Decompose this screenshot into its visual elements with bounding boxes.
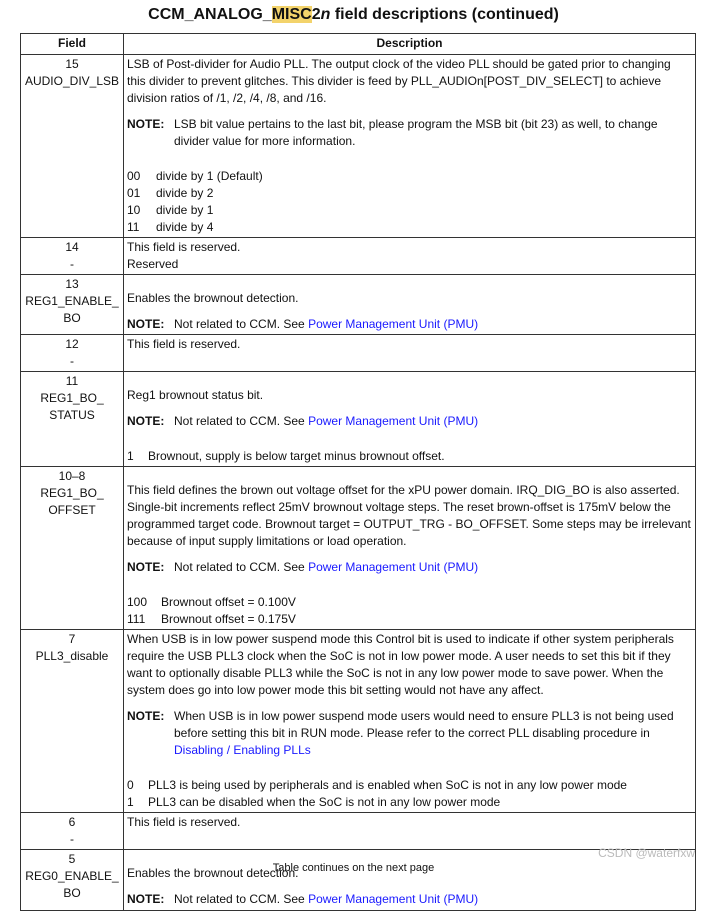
table-row [21,275,696,335]
description-cell: Reg1 brownout status bit. NOTE: Not related to CCM. See Power Management Unit (PMU) 1 Brownout, supply is below target minus brownout offset. [124,372,696,467]
description-cell: This field is reserved. [124,813,696,850]
table-row [21,813,696,850]
table-row [21,372,696,467]
table-title: CCM_ANALOG_MISC2n field descriptions (continued) [148,6,559,23]
description-cell: This field defines the brown out voltage offset for the xPU power domain. IRQ_DIG_BO is also asserted. Single-bit increments reflect 25mV brownout voltage steps. The reset brown-offset is 175mV below the programmed target code. Brownout target = OUTPUT_TRG - BO_OFFSET. Some steps may be irrelevant because of input supply limitations or load operation. NOTE: Not related to CCM. See Power Management Unit (PMU) 100 Brownout offset = 0.100V 111 Brownout offset = 0.175V [124,467,696,630]
watermark: CSDN @waterfxw [598,846,695,860]
description-cell: This field is reserved. [124,335,696,372]
field-cell: 15 AUDIO_DIV_LSB [21,55,124,238]
pmu-link[interactable]: Power Management Unit (PMU) [308,892,479,906]
description-cell: Enables the brownout detection. NOTE: Not related to CCM. See Power Management Unit (PMU) [124,275,696,335]
table-row [21,850,696,911]
pmu-link[interactable]: Power Management Unit (PMU) [308,317,479,331]
description-cell: LSB of Post-divider for Audio PLL. The output clock of the video PLL should be gated prior to changing this divider to prevent glitches. This divider is feed by PLL_AUDIOn[POST_DIV_SELECT] to achieve division ratios of /1, /2, /4, /8, and /16. NOTE: LSB bit value pertains to the last bit, please program the MSB bit (bit 23) as well, to change divider value for more information. 00 divide by 1 (Default) 01 divide by 2 10 divide by 1 11 divide by 4 [124,55,696,238]
field-cell: 12 - [21,335,124,372]
field-cell: 6 - [21,813,124,850]
disabling-plls-link[interactable]: Disabling / Enabling PLLs [174,743,311,757]
table-header [21,34,696,55]
field-cell: 11 REG1_BO_ STATUS [21,372,124,467]
field-cell: 10–8 REG1_BO_ OFFSET [21,467,124,630]
description-cell: When USB is in low power suspend mode this Control bit is used to indicate if other system peripherals require the USB PLL3 clock when the SoC is not in low power mode. A user needs to set this bit if they want to optionally disable PLL3 while the SoC is not in any low power mode to save power. When the system does go into low power mode this bit setting would not have any affect. NOTE: When USB is in low power suspend mode users would need to ensure PLL3 is not being used before setting this bit in RUN mode. Please refer to the correct PLL disabling procedure in Disabling / Enabling PLLs 0 PLL3 is being used by peripherals and is enabled when SoC is not in any low power mode 1 PLL3 can be disabled when the SoC is not in any low power mode [124,630,696,813]
pmu-link[interactable]: Power Management Unit (PMU) [308,560,479,574]
field-cell: 7 PLL3_disable [21,630,124,813]
field-cell: 13 REG1_ENABLE_ BO [21,275,124,335]
pmu-link[interactable]: Power Management Unit (PMU) [308,414,479,428]
table-row [21,335,696,372]
field-cell: 14 - [21,238,124,275]
table-continues-note: Table continues on the next page [272,862,435,874]
field-descriptions-table [20,33,696,911]
table-row [21,630,696,813]
header-field: Field [21,34,124,55]
description-cell: Enables the brownout detection. NOTE: Not related to CCM. See Power Management Unit (PMU) [124,850,696,911]
table-row [21,238,696,275]
table-row [21,55,696,238]
description-cell: This field is reserved. Reserved [124,238,696,275]
field-cell: 5 REG0_ENABLE_ BO [21,850,124,911]
table-row [21,467,696,630]
header-description: Description [124,34,696,55]
